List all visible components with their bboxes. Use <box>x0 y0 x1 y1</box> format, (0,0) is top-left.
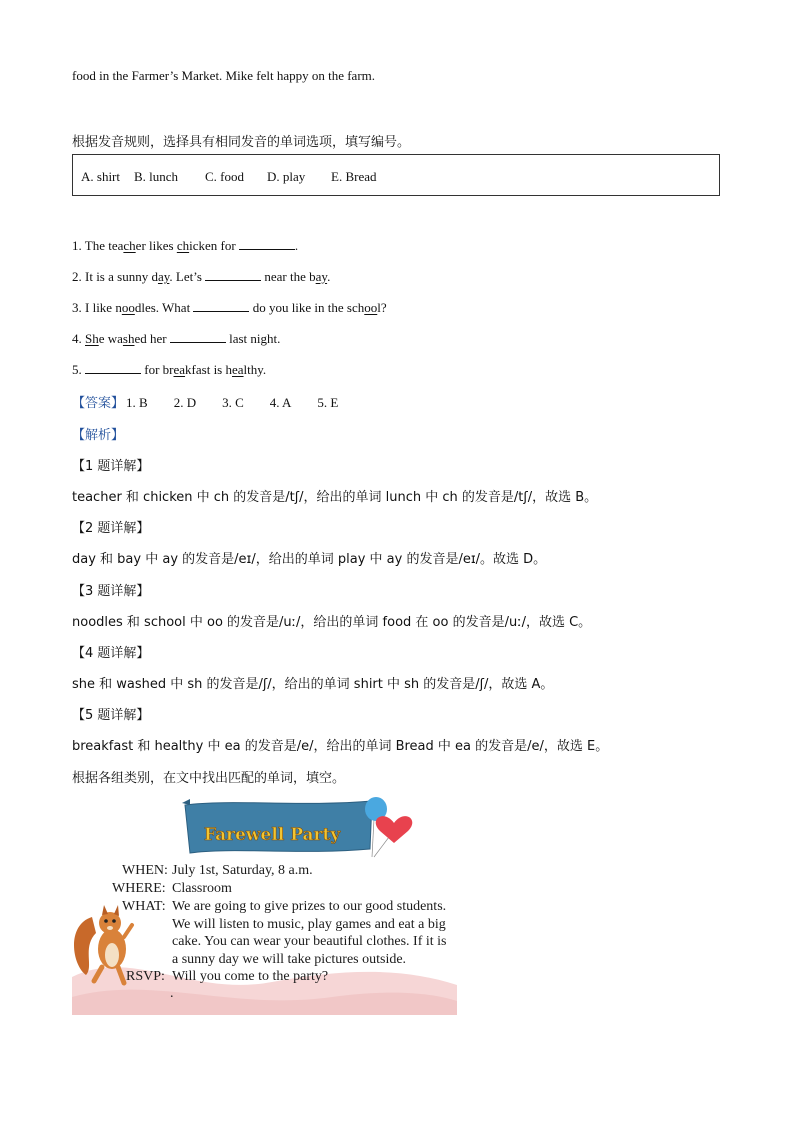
what-line-4: a sunny day we will take pictures outside. <box>172 952 407 967</box>
where-value: Classroom <box>172 881 232 896</box>
question-5: 5. for breakfast is healthy. <box>72 362 267 377</box>
what-label: WHAT: <box>122 899 166 914</box>
banner-ribbon <box>182 799 372 853</box>
detail-1-title: 【1 题详解】 <box>72 459 150 474</box>
detail-3-title: 【3 题详解】 <box>72 584 150 599</box>
when-label: WHEN: <box>122 863 168 878</box>
detail-5-title: 【5 题详解】 <box>72 708 150 723</box>
detail-1-text: teacher 和 chicken 中 ch 的发音是/tʃ/，给出的单词 lunch 中 ch 的发音是/tʃ/，故选 B。 <box>72 490 598 505</box>
option-c: C. food <box>205 169 244 184</box>
what-line-3: cake. You can wear your beautiful clothes. If it is <box>172 934 447 949</box>
answer-line: 【答案】 1. B 2. D 3. C 4. A 5. E <box>72 395 339 411</box>
option-d: D. play <box>267 169 306 184</box>
rsvp-label: RSVP: <box>126 969 165 984</box>
answer-blank-5[interactable] <box>85 361 141 374</box>
detail-3-text: noodles 和 school 中 oo 的发音是/uː/，给出的单词 food 在 oo 的发音是/uː/，故选 C。 <box>72 615 592 630</box>
answer-blank-1[interactable] <box>239 237 295 250</box>
detail-4-text: she 和 washed 中 sh 的发音是/ʃ/，给出的单词 shirt 中 sh 的发音是/ʃ/，故选 A。 <box>72 677 554 692</box>
what-line-1: We are going to give prizes to our good students. <box>172 899 447 914</box>
detail-2-text: day 和 bay 中 ay 的发音是/eɪ/，给出的单词 play 中 ay 的发音是/eɪ/。故选 D。 <box>72 552 547 567</box>
section2-instruction: 根据各组类别，在文中找出匹配的单词，填空。 <box>72 771 346 786</box>
answer-label: 【答案】 <box>72 396 125 411</box>
banner-title: Farewell Party <box>204 825 341 845</box>
option-a: A. shirt <box>81 169 120 184</box>
question-3: 3. I like noodles. What do you like in the school? <box>72 300 387 315</box>
option-e: E. Bread <box>331 169 377 184</box>
trailing-dot: . <box>170 986 174 1001</box>
section1-instruction: 根据发音规则，选择具有相同发音的单词选项，填写编号。 <box>72 135 411 150</box>
answer-blank-3[interactable] <box>193 299 249 312</box>
word-options-box <box>72 154 720 196</box>
question-1: 1. The teacher likes chicken for . <box>72 238 299 253</box>
balloons-icon <box>365 797 412 857</box>
farewell-party-flyer <box>72 797 457 1015</box>
intro-line: food in the Farmer’s Market. Mike felt happy on the farm. <box>72 68 376 83</box>
rsvp-value: Will you come to the party? <box>172 969 329 984</box>
detail-2-title: 【2 题详解】 <box>72 521 150 536</box>
what-line-2: We will listen to music, play games and eat a big <box>172 917 446 932</box>
answer-blank-2[interactable] <box>205 268 261 281</box>
question-2: 2. It is a sunny day. Let’s near the bay. <box>72 269 331 284</box>
option-b: B. lunch <box>134 169 179 184</box>
when-value: July 1st, Saturday, 8 a.m. <box>172 863 313 878</box>
answer-blank-4[interactable] <box>170 330 226 343</box>
where-label: WHERE: <box>112 881 166 896</box>
detail-4-title: 【4 题详解】 <box>72 646 150 661</box>
detail-5-text: breakfast 和 healthy 中 ea 的发音是/e/，给出的单词 Bread 中 ea 的发音是/e/，故选 E。 <box>72 739 609 754</box>
question-4: 4. She washed her last night. <box>72 331 281 346</box>
analysis-label: 【解析】 <box>72 428 125 443</box>
